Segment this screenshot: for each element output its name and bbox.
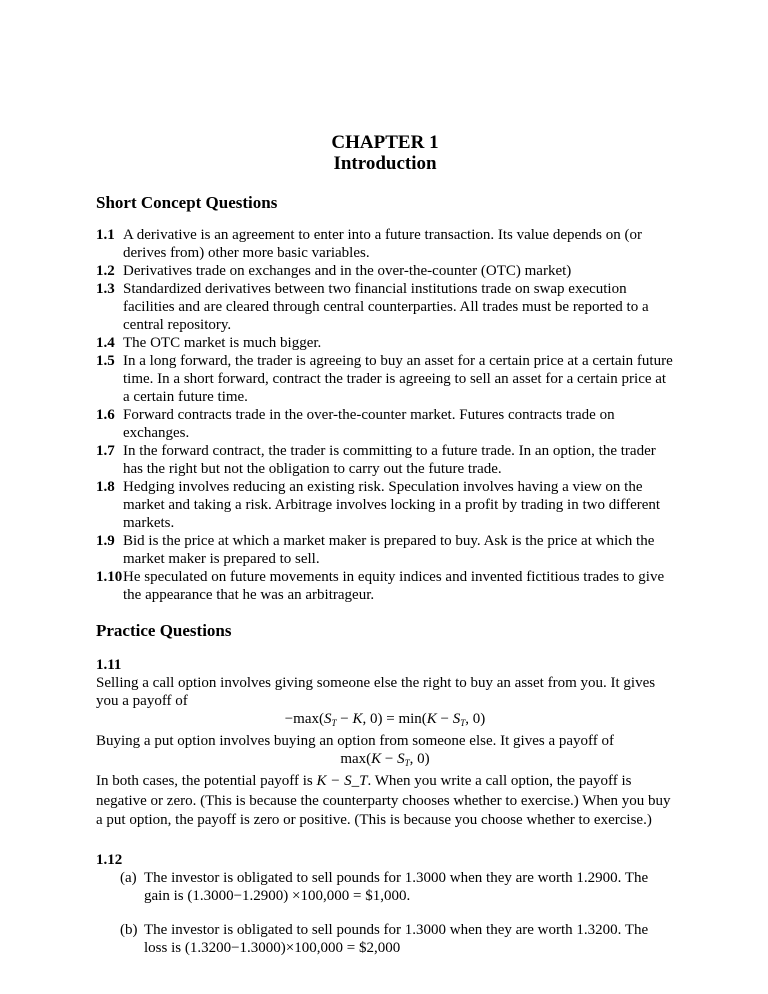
short-questions-list	[96, 226, 674, 604]
question-answer: The OTC market is much bigger.	[123, 335, 322, 351]
question-number: 1.11	[96, 657, 122, 673]
short-question	[96, 406, 674, 442]
sub-item	[96, 869, 674, 905]
short-question	[96, 334, 674, 352]
document-page	[96, 132, 674, 973]
question-answer: In a long forward, the trader is agreeing to buy an asset for a certain price at a certain future time. In a short forward, contract the trader is agreeing to sell an asset for a certain price at a certain future time.	[123, 353, 673, 405]
question-number: 1.4	[96, 335, 115, 351]
item-text: The investor is obligated to sell pounds for 1.3000 when they are worth 1.3200. The loss is (1.3200−1.3000)×100,000 = $2,000	[144, 921, 649, 956]
question-number: 1.5	[96, 353, 115, 369]
sub-item	[96, 921, 674, 957]
question-number: 1.2	[96, 263, 115, 279]
text: In both cases, the potential payoff is	[96, 773, 313, 789]
short-question	[96, 352, 674, 406]
question-answer: Hedging involves reducing an existing risk. Speculation involves having a view on the market and taking a risk. Arbitrage involves locking in a profit by trading in two different markets.	[123, 479, 661, 531]
short-question	[96, 226, 674, 262]
inline-formula: K − S_T	[316, 773, 368, 789]
question-1-11	[96, 656, 674, 831]
paragraph	[96, 772, 674, 831]
question-answer: In the forward contract, the trader is committing to a future trade. In an option, the trader has the right but not the obligation to carry out the future trade.	[123, 443, 656, 477]
question-number: 1.9	[96, 533, 115, 549]
short-question	[96, 478, 674, 532]
item-label: (a)	[120, 869, 137, 886]
formula: $-\max(S_T - K$, $0) = \min(K - S_T$, 0)	[284, 711, 486, 728]
short-questions-heading: Short Concept Questions	[96, 193, 278, 212]
question-answer: Derivatives trade on exchanges and in the over-the-counter (OTC) market)	[123, 263, 572, 279]
question-number: 1.10	[96, 569, 123, 585]
short-question	[96, 568, 674, 604]
question-answer: Forward contracts trade in the over-the-counter market. Futures contracts trade on exchanges.	[123, 407, 615, 441]
question-number: 1.7	[96, 443, 115, 459]
short-question	[96, 262, 674, 280]
paragraph: Buying a put option involves buying an option from someone else. It gives a payoff of	[96, 733, 614, 749]
paragraph: Selling a call option involves giving someone else the right to buy an asset from you. It gives you a payoff of	[96, 675, 656, 709]
question-answer: A derivative is an agreement to enter into a future transaction. Its value depends on (or derives from) other more basic variables.	[123, 227, 642, 261]
question-answer: Standardized derivatives between two financial institutions trade on swap execution facilities and are cleared through central counterparties. All trades must be reported to a central repository.	[123, 281, 649, 333]
item-label: (b)	[120, 921, 138, 938]
question-1-12	[96, 851, 674, 957]
short-question	[96, 280, 674, 334]
chapter-title: Introduction	[333, 153, 437, 174]
question-number: 1.1	[96, 227, 115, 243]
question-number: 1.8	[96, 479, 115, 495]
question-number: 1.12	[96, 851, 123, 868]
short-question	[96, 442, 674, 478]
question-number: 1.6	[96, 407, 115, 423]
question-number: 1.3	[96, 281, 115, 297]
question-answer: He speculated on future movements in equity indices and invented fictitious trades to give the appearance that he was an arbitrageur.	[123, 569, 665, 603]
item-text: The investor is obligated to sell pounds for 1.3000 when they are worth 1.2900. The gain is (1.3000−1.2900) ×100,000 = $1,000.	[144, 869, 649, 904]
question-answer: Bid is the price at which a market maker is prepared to buy. Ask is the price at which the market maker is prepared to sell.	[123, 533, 655, 567]
practice-questions-heading: Practice Questions	[96, 621, 232, 640]
formula: $\max(K - S_T$, 0)	[340, 751, 430, 768]
chapter-number: CHAPTER 1	[331, 132, 439, 153]
short-question	[96, 532, 674, 568]
text: . When you write a call option, the payoff is negative or zero. (This is because the counterparty chooses whether to exercise.) When you buy a put option, the payoff is zero or positive. (This is because you choose whether to exercise.)	[96, 773, 671, 828]
